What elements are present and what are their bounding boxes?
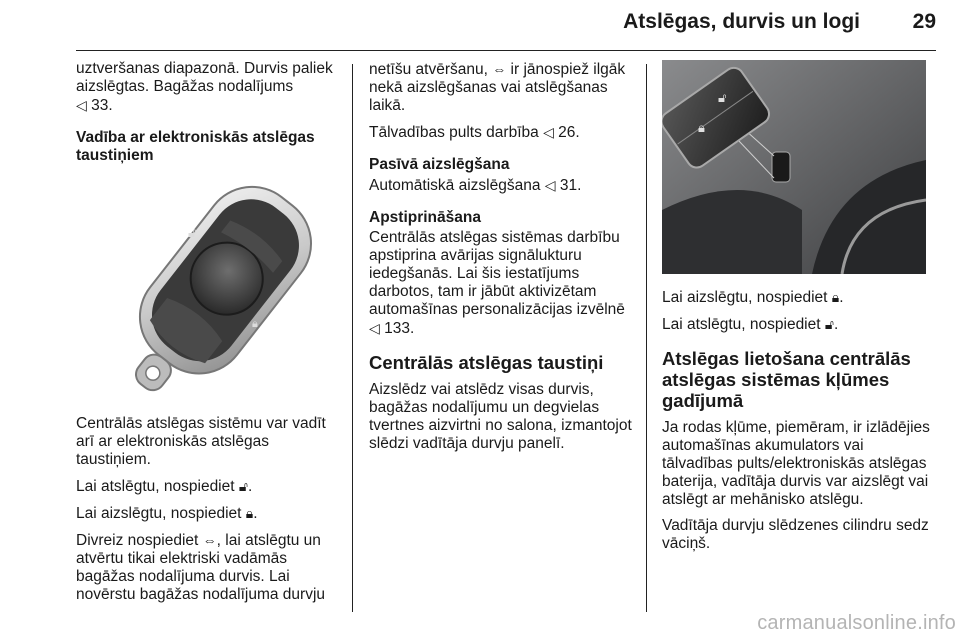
page-reference: 31. [559, 177, 582, 194]
key-fob-icon [76, 179, 336, 397]
door-panel-switch-photo [662, 60, 926, 274]
header-rule [76, 50, 936, 51]
running-header-title: Atslēgas, durvis un logi [623, 10, 860, 33]
instruction-unlock: Lai atslēgtu, nospiediet 🔓︎. [76, 478, 253, 495]
reference-arrow-icon: ◁ [543, 124, 554, 140]
paragraph-lock-cylinder: Vadītāja durvju slēdzenes cilindru sedz vāciņš. [662, 517, 929, 552]
lock-symbol-icon: 🔒︎ [245, 505, 254, 521]
tailgate-symbol-icon: ⇔ [202, 532, 217, 548]
paragraph-key-fault: Ja rodas kļūme, piemēram, ir izlādējies automašīnas akumulators vai tālvadības pults/elektroniskās atslēgas baterija, vadītāja durvis var aizslēgt vai atslēgt ar mehānisko atslēgu. [662, 419, 930, 508]
paragraph-central-lock-buttons: Aizslēdz vai atslēdz visas durvis, bagāžas nodalījumu un degvielas tvertnes aizvirtni no salona, izmantojot slēdzi vadītāja durvju panelī. [369, 381, 632, 452]
page-reference: 26. [558, 124, 580, 141]
page-number: 29 [912, 10, 936, 33]
reference-arrow-icon: ◁ [544, 177, 556, 193]
paragraph-tailgate-continuation: netīšu atvēršanu, ⇔ ir jānospiež ilgāk nekā aizslēgšanas vai atslēgšanas laikā. [369, 61, 626, 114]
svg-text:🔓︎: 🔓︎ [188, 226, 197, 241]
svg-text:🔒︎: 🔒︎ [252, 317, 258, 330]
paragraph-central-lock-via-key: Centrālās atslēgas sistēmu var vadīt arī ar elektroniskās atslēgas taustiņiem. [76, 415, 326, 468]
paragraph-confirmation: Centrālās atslēgas sistēmas darbību apstiprina avārijas signālukturu iedegšanās. Lai šis iestatījums darbotos, tam ir jābūt aktivizētam automašīnas personalizācijas izvēlnē ◁ 133. [369, 229, 625, 337]
heading-key-fault: Atslēgas lietošana centrālās atslēgas sistēmas kļūmes gadījumā [662, 348, 911, 411]
reference-arrow-icon: ◁ [369, 320, 380, 336]
unlock-symbol-icon: 🔓︎ [238, 478, 248, 494]
column-2 [369, 60, 639, 461]
svg-text:🔒︎: 🔒︎ [698, 121, 705, 136]
page-reference: 33. [91, 97, 113, 114]
tailgate-symbol-icon: ⇔ [492, 61, 507, 77]
instruction-lock: Lai aizslēgtu, nospiediet 🔒︎. [76, 505, 258, 522]
paragraph-remote-reference: Tālvadības pults darbība ◁ 26. [369, 124, 580, 141]
door-switch-illustration-icon [662, 60, 926, 274]
page-reference: 133. [384, 320, 415, 337]
lock-symbol-icon: 🔒︎ [831, 289, 840, 305]
paragraph-passive-locking: Automātiskā aizslēgšana ◁ 31. [369, 177, 582, 194]
heading-passive-locking: Pasīvā aizslēgšana [369, 156, 510, 173]
watermark: carmanualsonline.info [757, 612, 956, 634]
instruction-unlock-door-switch: Lai atslēgtu, nospiediet 🔓︎. [662, 316, 839, 333]
heading-electronic-key-control: Vadība ar elektroniskās atslēgas taustiņiem [76, 129, 315, 164]
column-1 [76, 60, 346, 612]
paragraph-range-continuation: uztveršanas diapazonā. Durvis paliek aizslēgtas. Bagāžas nodalījums ◁ 33. [76, 60, 333, 114]
heading-confirmation: Apstiprināšana [369, 209, 481, 226]
electronic-key-illustration [76, 179, 336, 397]
reference-arrow-icon: ◁ [76, 97, 87, 113]
svg-text:🔓︎: 🔓︎ [718, 91, 727, 106]
instruction-lock-door-switch: Lai aizslēgtu, nospiediet 🔒︎. [662, 289, 844, 306]
heading-central-lock-buttons: Centrālās atslēgas taustiņi [369, 352, 604, 373]
column-divider-left [352, 64, 353, 612]
unlock-symbol-icon: 🔓︎ [824, 316, 834, 332]
column-divider-right [646, 64, 647, 612]
column-3 [662, 60, 936, 561]
instruction-tailgate: Divreiz nospiediet ⇔, lai atslēgtu un atvērtu tikai elektriski vadāmās bagāžas nodalījuma durvis. Lai novērstu bagāžas nodalījuma durvju [76, 532, 326, 603]
